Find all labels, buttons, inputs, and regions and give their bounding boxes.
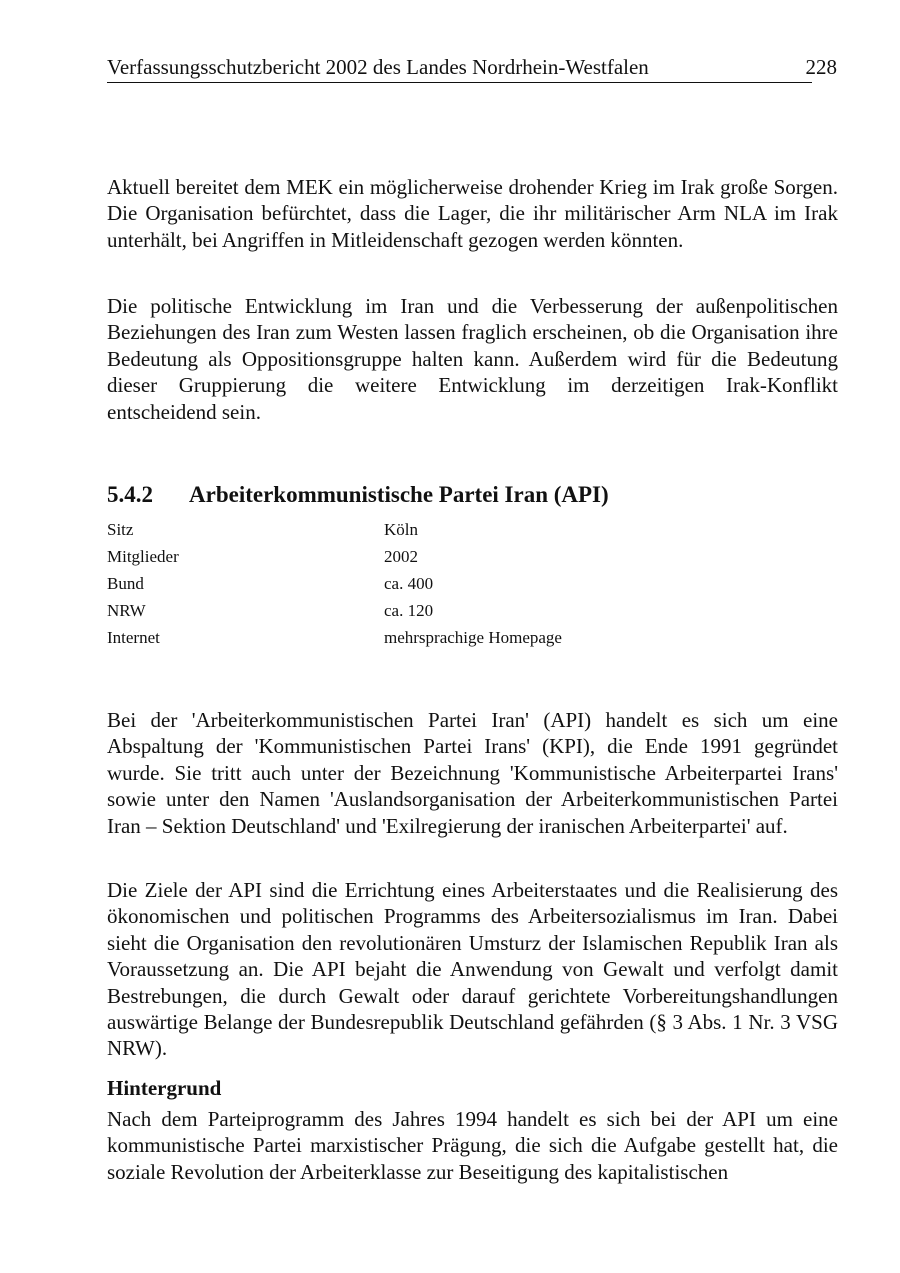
paragraph-api-goals: Die Ziele der API sind die Errichtung eines Arbeiterstaates und die Realisierung des ökonomischen und politischen Programms des Arbeitersozialismus im Iran. Dabei sieht die Organisation den revolutionären Umsturz der Islamischen Republik Iran als Voraussetzung an. Die API bejaht die Anwendung von Gewalt und verfolgt damit Bestrebungen, die durch Gewalt oder darauf gerichtete Vorbereitungshandlungen auswärtige Belange der Bundesrepublik Deutschland gefährden (§ 3 Abs. 1 Nr. 3 VSG NRW). xyxy=(107,878,838,1061)
fact-row-bund xyxy=(107,570,707,597)
fact-row-nrw xyxy=(107,597,707,624)
fact-label: NRW xyxy=(107,601,146,620)
fact-label: Mitglieder xyxy=(107,547,179,566)
paragraph-background: Nach dem Parteiprogramm des Jahres 1994 handelt es sich bei der API um eine kommunistische Partei marxistischer Prägung, die sich die Aufgabe gestellt hat, die soziale Revolution der Arbeiterklasse zur Beseitigung des kapitalistischen xyxy=(107,1107,838,1184)
fact-label: Internet xyxy=(107,628,160,647)
page-number: 228 xyxy=(805,55,837,79)
fact-row-internet xyxy=(107,624,707,651)
fact-row-sitz xyxy=(107,516,707,543)
paragraph-political-development: Die politische Entwicklung im Iran und die Verbesserung der außenpolitischen Beziehungen des Iran zum Westen lassen fraglich erscheinen, ob die Organisation ihre Bedeutung als Oppositionsgruppe halten kann. Außerdem wird für die Bedeutung dieser Gruppierung die weitere Entwicklung im derzeitigen Irak-Konflikt entscheidend sein. xyxy=(107,294,838,424)
fact-label: Bund xyxy=(107,574,144,593)
paragraph-api-origin: Bei der 'Arbeiterkommunistischen Partei Iran' (API) handelt es sich um eine Abspaltung der 'Kommunistischen Partei Irans' (KPI), die Ende 1991 gegründet wurde. Sie tritt auch unter der Bezeichnung 'Kommunistische Arbeiterpartei Irans' sowie unter den Namen 'Auslandsorganisation der Arbeiterkommunistischen Partei Iran – Sektion Deutschland' und 'Exilregierung der iranischen Arbeiterpartei' auf. xyxy=(107,708,838,838)
fact-value: Köln xyxy=(384,520,418,539)
fact-row-mitglieder xyxy=(107,543,707,570)
subheading-hintergrund: Hintergrund xyxy=(107,1076,222,1100)
section-title: Arbeiterkommunistische Partei Iran (API) xyxy=(189,482,609,507)
fact-table xyxy=(107,516,707,651)
paragraph-mek-war-concern: Aktuell bereitet dem MEK ein möglicherweise drohender Krieg im Irak große Sorgen. Die Organisation befürchtet, dass die Lager, die ihr militärischer Arm NLA im Irak unterhält, bei Angriffen in Mitleidenschaft gezogen werden könnten. xyxy=(107,175,838,252)
fact-value: mehrsprachige Homepage xyxy=(384,628,562,647)
fact-label: Sitz xyxy=(107,520,134,539)
running-header xyxy=(107,52,837,82)
header-rule xyxy=(107,82,812,83)
fact-value: ca. 120 xyxy=(384,601,434,620)
header-title: Verfassungsschutzbericht 2002 des Landes Nordrhein-Westfalen xyxy=(107,55,649,79)
fact-value: 2002 xyxy=(384,547,418,566)
fact-value: ca. 400 xyxy=(384,574,434,593)
section-number: 5.4.2 xyxy=(107,482,153,507)
